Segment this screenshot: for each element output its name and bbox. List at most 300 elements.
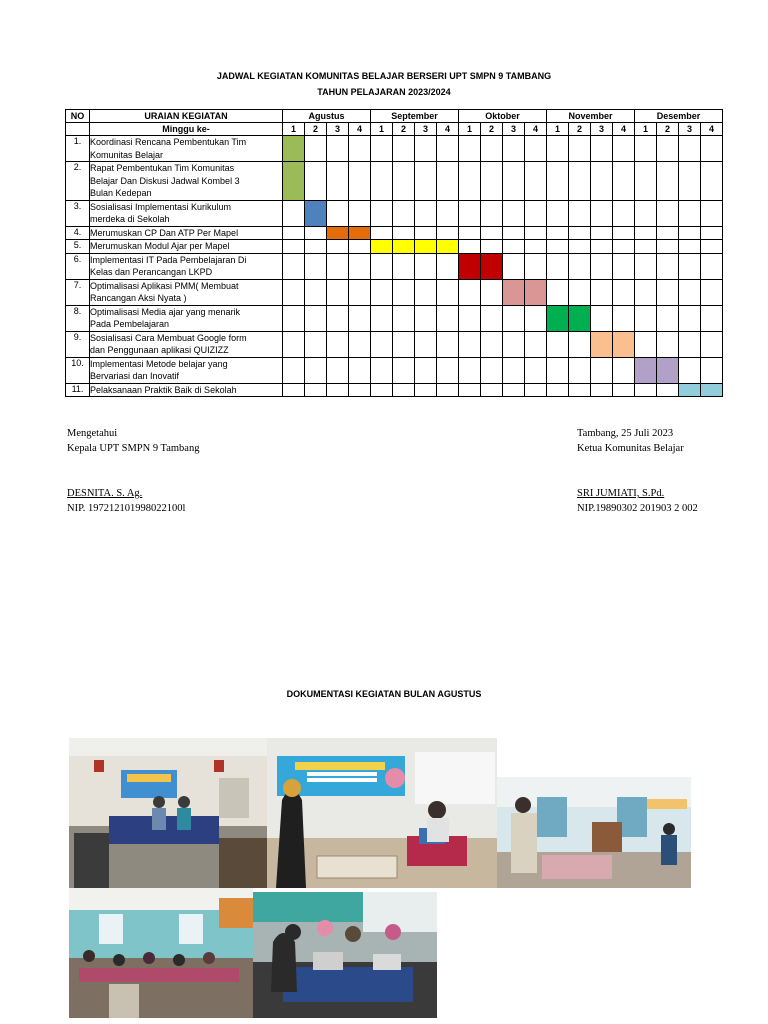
schedule-cell bbox=[657, 279, 679, 305]
schedule-cell bbox=[305, 253, 327, 279]
week-number: 1 bbox=[371, 123, 393, 136]
schedule-cell bbox=[393, 162, 415, 201]
schedule-cell bbox=[481, 136, 503, 162]
schedule-cell bbox=[701, 305, 723, 331]
schedule-cell bbox=[657, 200, 679, 226]
month-header: November bbox=[547, 110, 635, 123]
schedule-cell bbox=[481, 200, 503, 226]
month-header: Agustus bbox=[283, 110, 371, 123]
schedule-cell bbox=[679, 305, 701, 331]
schedule-cell bbox=[591, 383, 613, 397]
schedule-cell bbox=[327, 240, 349, 254]
schedule-cell bbox=[503, 162, 525, 201]
schedule-cell bbox=[349, 200, 371, 226]
schedule-cell bbox=[393, 200, 415, 226]
schedule-cell bbox=[613, 240, 635, 254]
month-header: September bbox=[371, 110, 459, 123]
schedule-cell bbox=[283, 226, 305, 240]
schedule-cell bbox=[679, 253, 701, 279]
schedule-cell bbox=[569, 136, 591, 162]
schedule-cell bbox=[503, 383, 525, 397]
schedule-cell bbox=[437, 383, 459, 397]
schedule-cell bbox=[327, 136, 349, 162]
schedule-cell-filled bbox=[393, 240, 415, 254]
schedule-row bbox=[66, 331, 723, 357]
schedule-cell bbox=[569, 383, 591, 397]
schedule-cell bbox=[371, 331, 393, 357]
week-number: 4 bbox=[349, 123, 371, 136]
schedule-cell bbox=[393, 279, 415, 305]
schedule-cell bbox=[547, 357, 569, 383]
schedule-cell bbox=[679, 226, 701, 240]
schedule-cell bbox=[679, 357, 701, 383]
schedule-cell bbox=[591, 200, 613, 226]
principal-nip: NIP. 197212101998022100l bbox=[67, 503, 186, 514]
schedule-cell bbox=[701, 357, 723, 383]
activity-description: Pelaksanaan Praktik Baik di Sekolah bbox=[90, 383, 283, 397]
documentation-title: DOKUMENTASI KEGIATAN BULAN AGUSTUS bbox=[286, 689, 482, 699]
schedule-cell bbox=[371, 357, 393, 383]
schedule-cell bbox=[459, 200, 481, 226]
schedule-cell bbox=[349, 240, 371, 254]
schedule-cell bbox=[327, 279, 349, 305]
schedule-cell bbox=[437, 162, 459, 201]
activity-description: Sosialisasi Implementasi Kurikulum merdeka di Sekolah bbox=[90, 200, 283, 226]
schedule-cell bbox=[349, 279, 371, 305]
week-number: 3 bbox=[415, 123, 437, 136]
schedule-cell bbox=[525, 331, 547, 357]
schedule-cell bbox=[305, 136, 327, 162]
schedule-cell-filled bbox=[305, 200, 327, 226]
schedule-cell bbox=[349, 331, 371, 357]
schedule-cell bbox=[415, 200, 437, 226]
schedule-cell bbox=[613, 200, 635, 226]
schedule-cell bbox=[657, 162, 679, 201]
schedule-cell bbox=[569, 331, 591, 357]
schedule-cell bbox=[547, 279, 569, 305]
schedule-cell bbox=[635, 279, 657, 305]
schedule-cell bbox=[679, 240, 701, 254]
schedule-cell-filled bbox=[679, 383, 701, 397]
school-year-subtitle: TAHUN PELAJARAN 2023/2024 bbox=[317, 87, 451, 97]
schedule-cell bbox=[613, 162, 635, 201]
schedule-cell bbox=[635, 162, 657, 201]
schedule-cell bbox=[657, 240, 679, 254]
schedule-cell-filled bbox=[613, 331, 635, 357]
schedule-cell bbox=[349, 357, 371, 383]
schedule-cell bbox=[393, 253, 415, 279]
place-date: Tambang, 25 Juli 2023 bbox=[577, 428, 674, 439]
schedule-cell bbox=[393, 331, 415, 357]
schedule-cell bbox=[613, 253, 635, 279]
activity-description: Implementasi Metode belajar yang Bervariasi dan Inovatif bbox=[90, 357, 283, 383]
schedule-cell-filled bbox=[635, 357, 657, 383]
week-number: 1 bbox=[459, 123, 481, 136]
schedule-cell bbox=[481, 305, 503, 331]
activity-description: Implementasi IT Pada Pembelajaran Di Kelas dan Perancangan LKPD bbox=[90, 253, 283, 279]
schedule-cell bbox=[283, 279, 305, 305]
schedule-cell bbox=[569, 200, 591, 226]
schedule-cell bbox=[635, 383, 657, 397]
row-number: 11. bbox=[66, 383, 90, 397]
schedule-cell bbox=[437, 253, 459, 279]
schedule-cell bbox=[459, 136, 481, 162]
schedule-cell bbox=[591, 162, 613, 201]
schedule-cell bbox=[591, 357, 613, 383]
schedule-cell bbox=[371, 305, 393, 331]
schedule-cell bbox=[503, 331, 525, 357]
schedule-cell bbox=[305, 305, 327, 331]
activity-description: Optimalisasi Media ajar yang menarik Pada Pembelajaran bbox=[90, 305, 283, 331]
schedule-cell bbox=[635, 305, 657, 331]
schedule-cell bbox=[701, 200, 723, 226]
schedule-cell bbox=[503, 200, 525, 226]
schedule-cell bbox=[481, 357, 503, 383]
schedule-cell bbox=[481, 331, 503, 357]
schedule-cell bbox=[525, 136, 547, 162]
schedule-cell bbox=[503, 226, 525, 240]
row-number: 6. bbox=[66, 253, 90, 279]
schedule-cell bbox=[437, 279, 459, 305]
row-number: 2. bbox=[66, 162, 90, 201]
schedule-cell bbox=[591, 226, 613, 240]
schedule-cell bbox=[701, 240, 723, 254]
schedule-cell bbox=[327, 200, 349, 226]
schedule-cell bbox=[459, 279, 481, 305]
activity-description: Koordinasi Rencana Pembentukan Tim Komunitas Belajar bbox=[90, 136, 283, 162]
activity-photo-4 bbox=[69, 888, 253, 1018]
schedule-cell bbox=[327, 305, 349, 331]
schedule-cell bbox=[613, 383, 635, 397]
schedule-row bbox=[66, 240, 723, 254]
schedule-cell bbox=[569, 253, 591, 279]
row-number: 4. bbox=[66, 226, 90, 240]
schedule-cell bbox=[525, 200, 547, 226]
week-number: 4 bbox=[613, 123, 635, 136]
schedule-cell bbox=[459, 226, 481, 240]
schedule-cell bbox=[547, 240, 569, 254]
week-number: 2 bbox=[305, 123, 327, 136]
schedule-cell-filled bbox=[349, 226, 371, 240]
schedule-cell-filled bbox=[569, 305, 591, 331]
activity-photo-2 bbox=[267, 738, 497, 888]
schedule-row bbox=[66, 305, 723, 331]
schedule-cell bbox=[481, 279, 503, 305]
schedule-cell bbox=[701, 331, 723, 357]
schedule-cell bbox=[393, 226, 415, 240]
schedule-cell bbox=[569, 162, 591, 201]
chair-name: SRI JUMIATI, S.Pd. bbox=[577, 488, 665, 499]
schedule-cell bbox=[349, 162, 371, 201]
week-number: 4 bbox=[701, 123, 723, 136]
week-label: Minggu ke- bbox=[90, 123, 283, 136]
schedule-cell bbox=[701, 253, 723, 279]
week-number: 2 bbox=[657, 123, 679, 136]
schedule-cell bbox=[283, 357, 305, 383]
schedule-cell bbox=[327, 357, 349, 383]
schedule-cell bbox=[393, 357, 415, 383]
row-number: 9. bbox=[66, 331, 90, 357]
chair-nip: NIP.19890302 201903 2 002 bbox=[577, 503, 698, 514]
schedule-row bbox=[66, 357, 723, 383]
schedule-cell bbox=[591, 240, 613, 254]
week-number: 1 bbox=[547, 123, 569, 136]
schedule-cell bbox=[613, 279, 635, 305]
schedule-cell bbox=[393, 136, 415, 162]
schedule-cell bbox=[371, 383, 393, 397]
schedule-cell-filled bbox=[481, 253, 503, 279]
month-header: Desember bbox=[635, 110, 723, 123]
schedule-cell bbox=[349, 253, 371, 279]
schedule-cell bbox=[657, 383, 679, 397]
schedule-cell bbox=[635, 253, 657, 279]
schedule-cell bbox=[305, 331, 327, 357]
schedule-cell bbox=[305, 240, 327, 254]
schedule-cell bbox=[569, 357, 591, 383]
schedule-cell bbox=[305, 357, 327, 383]
schedule-cell bbox=[635, 226, 657, 240]
schedule-cell bbox=[657, 136, 679, 162]
schedule-cell bbox=[459, 305, 481, 331]
month-header: Oktober bbox=[459, 110, 547, 123]
schedule-cell-filled bbox=[701, 383, 723, 397]
schedule-cell bbox=[349, 305, 371, 331]
schedule-cell bbox=[547, 331, 569, 357]
schedule-cell-filled bbox=[591, 331, 613, 357]
schedule-cell bbox=[415, 279, 437, 305]
schedule-cell bbox=[525, 226, 547, 240]
schedule-cell-filled bbox=[503, 279, 525, 305]
schedule-cell bbox=[679, 200, 701, 226]
schedule-cell bbox=[305, 162, 327, 201]
schedule-cell bbox=[569, 279, 591, 305]
schedule-cell bbox=[547, 162, 569, 201]
schedule-cell bbox=[283, 240, 305, 254]
schedule-cell bbox=[437, 226, 459, 240]
schedule-cell bbox=[525, 253, 547, 279]
activity-description: Sosialisasi Cara Membuat Google form dan Penggunaan aplikasi QUIZIZZ bbox=[90, 331, 283, 357]
row-number: 8. bbox=[66, 305, 90, 331]
schedule-cell bbox=[701, 162, 723, 201]
schedule-cell bbox=[613, 136, 635, 162]
schedule-cell-filled bbox=[525, 279, 547, 305]
schedule-cell bbox=[393, 305, 415, 331]
schedule-cell bbox=[547, 226, 569, 240]
schedule-cell bbox=[569, 240, 591, 254]
schedule-title: JADWAL KEGIATAN KOMUNITAS BELAJAR BERSERI UPT SMPN 9 TAMBANG bbox=[216, 71, 552, 81]
activity-photo-3 bbox=[497, 777, 691, 888]
schedule-cell bbox=[635, 136, 657, 162]
schedule-cell bbox=[349, 136, 371, 162]
week-number: 1 bbox=[283, 123, 305, 136]
schedule-cell bbox=[415, 253, 437, 279]
schedule-cell bbox=[459, 162, 481, 201]
week-number: 3 bbox=[591, 123, 613, 136]
schedule-cell bbox=[481, 383, 503, 397]
activity-photo-5 bbox=[253, 892, 437, 1018]
schedule-cell bbox=[635, 200, 657, 226]
schedule-cell bbox=[591, 253, 613, 279]
schedule-cell bbox=[547, 136, 569, 162]
schedule-cell bbox=[459, 240, 481, 254]
schedule-cell bbox=[547, 383, 569, 397]
schedule-cell-filled bbox=[283, 162, 305, 201]
schedule-cell bbox=[635, 331, 657, 357]
schedule-cell bbox=[547, 200, 569, 226]
row-number: 7. bbox=[66, 279, 90, 305]
principal-role: Kepala UPT SMPN 9 Tambang bbox=[67, 443, 200, 454]
schedule-cell bbox=[371, 279, 393, 305]
schedule-cell bbox=[283, 383, 305, 397]
schedule-row bbox=[66, 226, 723, 240]
schedule-cell bbox=[591, 305, 613, 331]
schedule-cell bbox=[305, 226, 327, 240]
schedule-row bbox=[66, 279, 723, 305]
schedule-cell bbox=[283, 331, 305, 357]
schedule-cell bbox=[349, 383, 371, 397]
week-number: 4 bbox=[437, 123, 459, 136]
schedule-cell bbox=[679, 279, 701, 305]
schedule-cell bbox=[437, 357, 459, 383]
schedule-row bbox=[66, 200, 723, 226]
schedule-cell bbox=[327, 253, 349, 279]
schedule-cell-filled bbox=[327, 226, 349, 240]
schedule-cell bbox=[525, 162, 547, 201]
schedule-row bbox=[66, 136, 723, 162]
schedule-cell bbox=[635, 240, 657, 254]
schedule-cell bbox=[393, 383, 415, 397]
schedule-cell bbox=[503, 253, 525, 279]
col-no-header: NO bbox=[66, 110, 90, 123]
schedule-cell bbox=[371, 226, 393, 240]
schedule-cell bbox=[591, 279, 613, 305]
schedule-cell bbox=[657, 226, 679, 240]
schedule-cell bbox=[503, 357, 525, 383]
activity-description: Merumuskan CP Dan ATP Per Mapel bbox=[90, 226, 283, 240]
schedule-cell bbox=[305, 383, 327, 397]
schedule-cell bbox=[437, 305, 459, 331]
schedule-cell-filled bbox=[371, 240, 393, 254]
schedule-cell bbox=[481, 240, 503, 254]
schedule-cell bbox=[459, 331, 481, 357]
schedule-cell bbox=[657, 331, 679, 357]
schedule-cell bbox=[459, 383, 481, 397]
schedule-cell bbox=[657, 305, 679, 331]
signature-left bbox=[67, 426, 199, 516]
schedule-cell bbox=[371, 253, 393, 279]
schedule-cell-filled bbox=[415, 240, 437, 254]
schedule-cell bbox=[437, 200, 459, 226]
schedule-cell bbox=[503, 305, 525, 331]
schedule-cell bbox=[415, 162, 437, 201]
schedule-cell bbox=[327, 331, 349, 357]
schedule-cell bbox=[415, 383, 437, 397]
chair-role: Ketua Komunitas Belajar bbox=[577, 443, 684, 454]
activity-description: Merumuskan Modul Ajar per Mapel bbox=[90, 240, 283, 254]
schedule-row bbox=[66, 383, 723, 397]
row-number: 1. bbox=[66, 136, 90, 162]
week-number: 3 bbox=[503, 123, 525, 136]
schedule-cell bbox=[437, 136, 459, 162]
schedule-cell bbox=[525, 305, 547, 331]
schedule-cell bbox=[459, 357, 481, 383]
week-number: 2 bbox=[393, 123, 415, 136]
schedule-cell bbox=[525, 357, 547, 383]
schedule-cell bbox=[415, 357, 437, 383]
schedule-cell bbox=[613, 305, 635, 331]
schedule-cell-filled bbox=[283, 136, 305, 162]
row-number: 3. bbox=[66, 200, 90, 226]
schedule-cell bbox=[679, 136, 701, 162]
schedule-cell-filled bbox=[547, 305, 569, 331]
schedule-cell bbox=[569, 226, 591, 240]
acknowledged-label: Mengetahui bbox=[67, 428, 118, 439]
schedule-cell bbox=[701, 136, 723, 162]
schedule-cell bbox=[679, 162, 701, 201]
schedule-cell-filled bbox=[459, 253, 481, 279]
week-number: 2 bbox=[481, 123, 503, 136]
schedule-cell bbox=[371, 136, 393, 162]
activity-description: Optimalisasi Aplikasi PMM( Membuat Rancangan Aksi Nyata ) bbox=[90, 279, 283, 305]
schedule-cell bbox=[591, 136, 613, 162]
schedule-cell bbox=[415, 226, 437, 240]
schedule-cell bbox=[415, 331, 437, 357]
week-number: 3 bbox=[679, 123, 701, 136]
schedule-cell bbox=[481, 162, 503, 201]
schedule-cell bbox=[701, 279, 723, 305]
schedule-cell-filled bbox=[657, 357, 679, 383]
schedule-cell bbox=[371, 200, 393, 226]
schedule-cell bbox=[371, 162, 393, 201]
signature-right bbox=[577, 426, 698, 516]
schedule-cell bbox=[327, 162, 349, 201]
schedule-cell bbox=[547, 253, 569, 279]
schedule-cell bbox=[283, 200, 305, 226]
schedule-cell bbox=[613, 357, 635, 383]
schedule-cell bbox=[415, 136, 437, 162]
schedule-cell bbox=[283, 305, 305, 331]
week-number: 1 bbox=[635, 123, 657, 136]
schedule-cell bbox=[503, 136, 525, 162]
row-number: 5. bbox=[66, 240, 90, 254]
week-number: 4 bbox=[525, 123, 547, 136]
principal-name: DESNITA. S. Ag. bbox=[67, 488, 143, 499]
activity-photo-1 bbox=[69, 738, 267, 888]
week-number: 3 bbox=[327, 123, 349, 136]
schedule-cell bbox=[525, 240, 547, 254]
schedule-cell bbox=[679, 331, 701, 357]
schedule-cell-filled bbox=[437, 240, 459, 254]
schedule-cell bbox=[525, 383, 547, 397]
schedule-cell bbox=[437, 331, 459, 357]
activity-description: Rapat Pembentukan Tim Komunitas Belajar Dan Diskusi Jadwal Kombel 3 Bulan Kedepan bbox=[90, 162, 283, 201]
week-number: 2 bbox=[569, 123, 591, 136]
col-activity-header: URAIAN KEGIATAN bbox=[90, 110, 283, 123]
schedule-cell bbox=[657, 253, 679, 279]
schedule-row bbox=[66, 162, 723, 201]
schedule-cell bbox=[283, 253, 305, 279]
schedule-cell bbox=[613, 226, 635, 240]
schedule-row bbox=[66, 253, 723, 279]
schedule-cell bbox=[305, 279, 327, 305]
schedule-cell bbox=[327, 383, 349, 397]
schedule-cell bbox=[415, 305, 437, 331]
schedule-cell bbox=[701, 226, 723, 240]
schedule-cell bbox=[481, 226, 503, 240]
schedule-table bbox=[65, 109, 723, 397]
row-number: 10. bbox=[66, 357, 90, 383]
schedule-cell bbox=[503, 240, 525, 254]
